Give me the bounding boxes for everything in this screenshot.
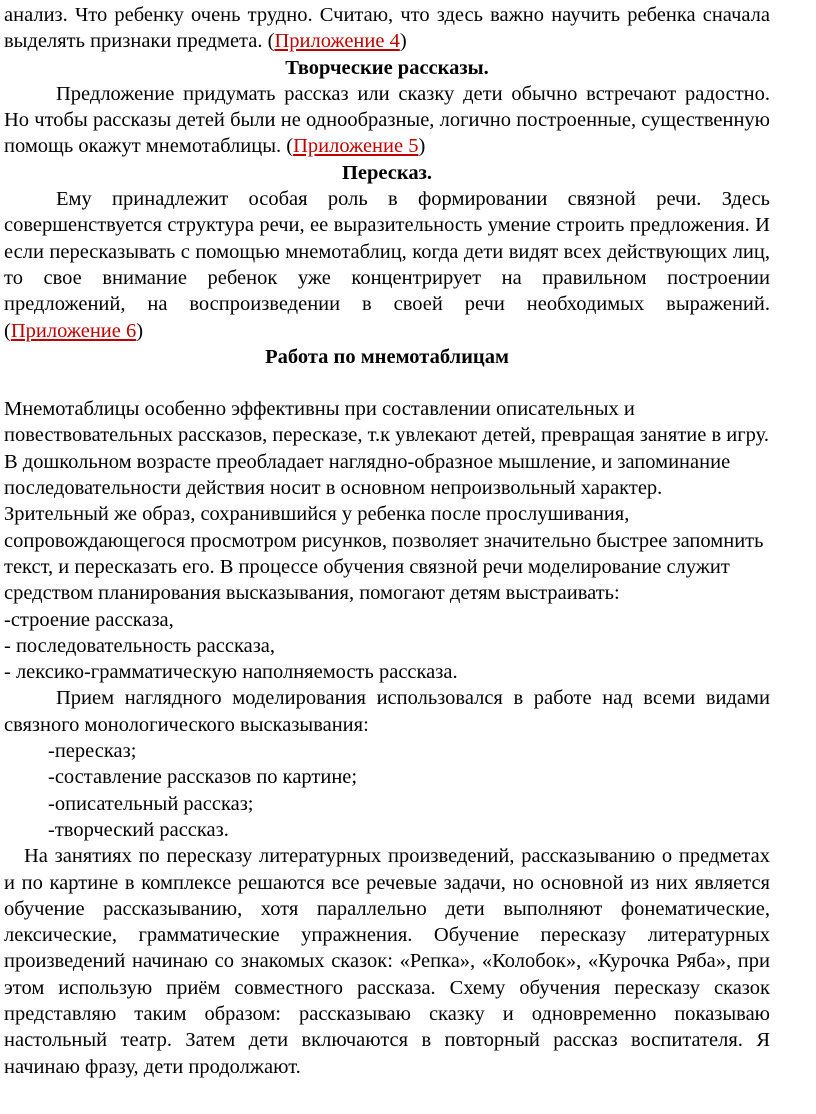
appendix-5-link[interactable]: Приложение 5 bbox=[293, 135, 419, 158]
paragraph-creative-stories-close: ) bbox=[418, 135, 426, 158]
list1-item-3: - лексико-грамматическую наполняемость рассказа. bbox=[4, 661, 458, 684]
paragraph-mnemotables: Мнемотаблицы особенно эффективны при составлении описательных и повествовательных рассказов, пересказе, т.к увлекают детей, превращая занятие в игру. В дошкольном возрасте преобладает наглядно-образное мышление, и запоминание последовательности действия носит в основном непроизвольный характер. Зрительный же образ, сохранившийся у ребенка после прослушивания, сопровождающегося просмотром рисунков, позволяет значительно быстрее запомнить текст, и пересказать его. В процессе обучения связной речи моделирование служит средством планирования высказывания, помогают детям выстраивать: bbox=[4, 398, 769, 605]
list1-item-1: -строение рассказа, bbox=[4, 608, 174, 631]
heading-retelling: Пересказ. bbox=[341, 161, 432, 184]
heading-creative-stories: Творческие рассказы. bbox=[285, 56, 489, 79]
paragraph-intro-text: анализ. Что ребенку очень трудно. Считаю, что здесь важно научить ребенка сначала выделять признаки предмета. ( bbox=[4, 4, 770, 53]
heading-mnemotables-work: Работа по мнемотаблицам bbox=[265, 345, 509, 368]
list1-item-2: - последовательность рассказа, bbox=[4, 634, 276, 657]
paragraph-retelling-lessons: На занятиях по пересказу литературных произведений, рассказыванию о предметах и по картине в комплексе решаются все речевые задачи, но основной из них является обучение рассказыванию, хотя параллельно дети выполняют фонематические, лексические, грамматические упражнения. Обучение пересказу литературных произведений начинаю со знакомых сказок: «Репка», «Колобок», «Курочка Ряба», при этом использую приём совместного рассказа. Схему обучения пересказу сказок представляю таким образом: рассказываю сказку и одновременно показываю настольный театр. Затем дети включаются в повторный рассказ воспитателя. Я начинаю фразу, дети продолжают. bbox=[4, 845, 770, 1078]
list2-item-2: -составление рассказов по картине; bbox=[48, 766, 358, 789]
paragraph-retelling-close: ) bbox=[136, 319, 144, 342]
paragraph-creative-stories-text: Предложение придумать рассказ или сказку дети обычно встречают радостно. Но чтобы рассказы детей были не однообразные, логично построенные, существенную помощь окажут мнемотаблицы. ( bbox=[4, 82, 770, 158]
appendix-6-link[interactable]: Приложение 6 bbox=[10, 319, 137, 342]
paragraph-retelling-text: Ему принадлежит особая роль в формировании связной речи. Здесь совершенствуется структура речи, ее выразительность умение строить предложения. И если пересказывать с помощью мнемотаблиц, когда дети видят всех действующих лиц, то свое внимание ребенок уже концентрирует на правильном построении предложений, на воспроизведении в своей речи необходимых выражений. ( bbox=[4, 188, 770, 342]
paragraph-visual-modeling: Прием наглядного моделирования использовался в работе над всеми видами связного монологического высказывания: bbox=[4, 687, 770, 736]
paragraph-intro-close: ) bbox=[399, 30, 407, 53]
list2-item-1: -пересказ; bbox=[48, 740, 137, 763]
blank-line bbox=[4, 370, 770, 396]
paragraph-retelling bbox=[4, 186, 770, 344]
paragraph-creative-stories bbox=[4, 81, 770, 160]
list2-item-3: -описательный рассказ; bbox=[48, 792, 254, 815]
paragraph-intro bbox=[4, 2, 770, 55]
appendix-4-link[interactable]: Приложение 4 bbox=[274, 30, 400, 53]
speech-types-list bbox=[4, 738, 770, 843]
list2-item-4: -творческий рассказ. bbox=[48, 818, 229, 841]
